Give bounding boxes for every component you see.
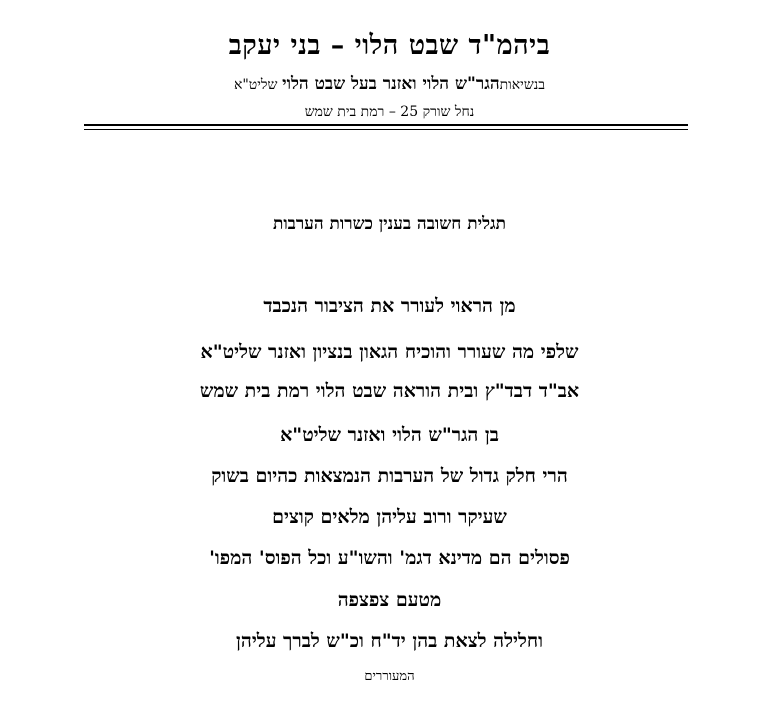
notice-signoff: המעוררים	[364, 669, 415, 684]
subtitle-suffix: שליט"א	[233, 77, 278, 93]
notice-line: וחלילה לצאת בהן יד"ח וכ"ש לברך עליהן	[236, 630, 543, 652]
header-divider-thick	[84, 124, 688, 126]
header-divider-thin	[84, 129, 688, 130]
notice-line: שלפי מה שעורר והוכיח הגאון בנציון ואזנר שליט"א	[200, 341, 579, 363]
letterhead-subtitle	[0, 74, 779, 94]
notice-line: מטעם צפצפה	[337, 589, 442, 611]
notice-line: הרי חלק גדול של הערבות הנמצאות כהיום בשוק	[211, 465, 568, 487]
notice-line: בן הגר"ש הלוי ואזנר שליט"א	[280, 424, 499, 446]
letterhead-title: ביהמ"ד שבט הלוי – בני יעקב	[228, 30, 551, 61]
subtitle-rabbi-name: הגר"ש הלוי ואזנר בעל שבט הלוי	[282, 74, 500, 94]
letterhead-address: נחל שורק 25 – רמת בית שמש	[304, 104, 475, 120]
notice-line: אב"ד דבד"ץ ובית הוראה שבט הלוי רמת בית שמש	[199, 380, 580, 402]
notice-line: פסולים הם מדינא דגמ' והשו"ע וכל הפוס' המפו'	[209, 547, 570, 569]
subtitle-prefix: בנשיאות	[499, 77, 546, 93]
notice-line: מן הראוי לעורר את הציבור הנכבד	[263, 295, 516, 317]
notice-heading: תגלית חשובה בענין כשרות הערבות	[272, 214, 507, 234]
notice-line: שעיקר ורוב עליהן מלאים קוצים	[272, 506, 507, 528]
